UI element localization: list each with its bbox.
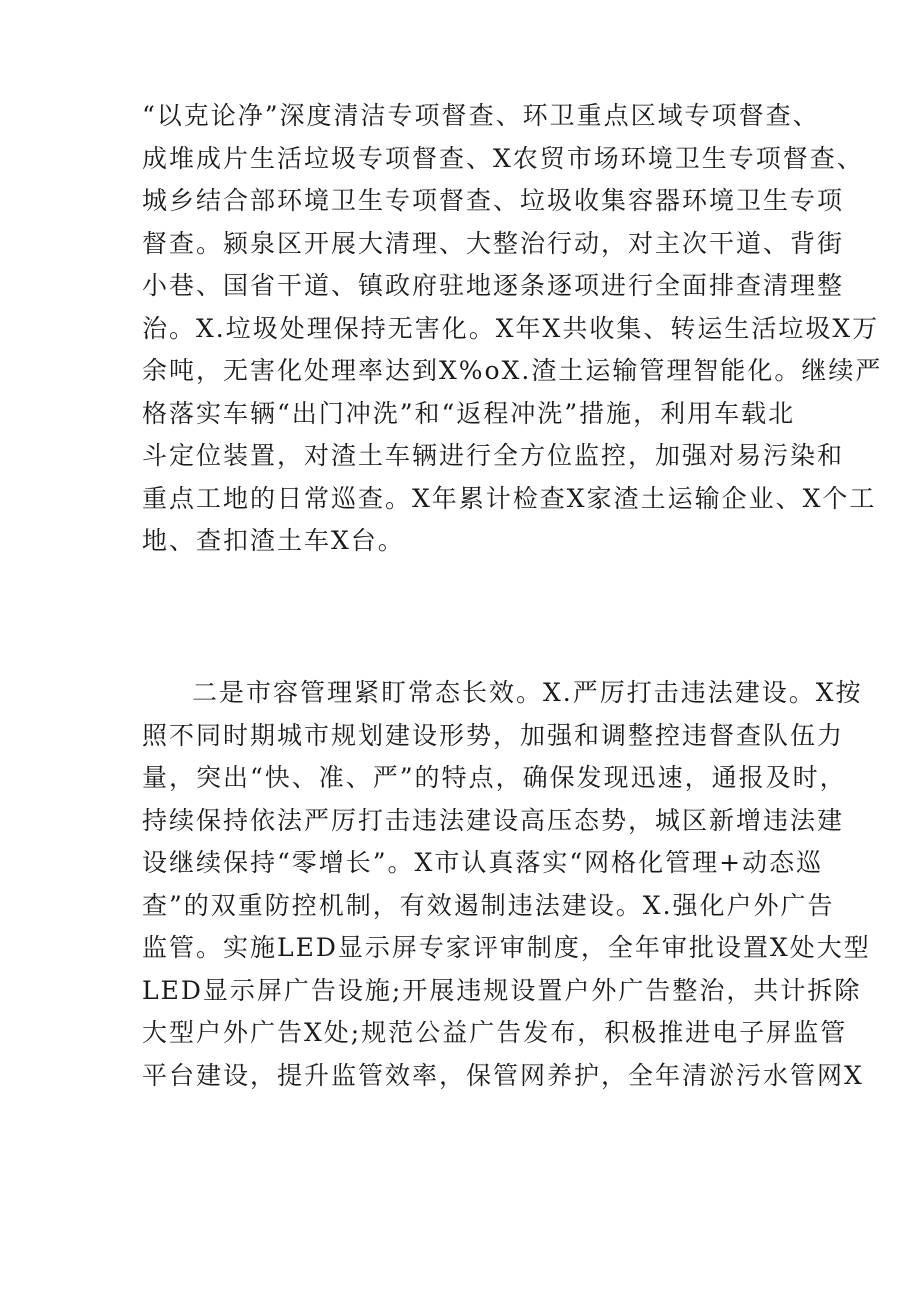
text-line: 量，突出“快、准、严”的特点，确保发现迅速，通报及时， <box>142 763 847 792</box>
paragraph-1 <box>142 95 883 563</box>
text-line: 大型户外广告X处;规范公益广告发布，积极推进电子屏监管 <box>142 1018 848 1047</box>
paragraph-2 <box>142 672 871 1097</box>
text-line: 重点工地的日常巡查。X年累计检查X家渣土运输企业、X个工 <box>142 483 877 513</box>
text-line: 治。X.垃圾处理保持无害化。X年X共收集、转运生活垃圾X万 <box>142 313 880 343</box>
text-line: 成堆成片生活垃圾专项督查、X农贸市场环境卫生专项督查、 <box>142 143 864 173</box>
text-line: “以克论净”深度清洁专项督查、环卫重点区域专项督查、 <box>142 101 820 130</box>
text-line: 二是市容管理紧盯常态长效。X.严厉打击违法建设。X按 <box>192 678 863 707</box>
text-line: 城乡结合部环境卫生专项督查、垃圾收集容器环境卫生专项 <box>142 186 845 215</box>
text-line: 设继续保持“零增长”。X市认真落实“网格化管理+动态巡 <box>142 848 824 877</box>
text-line: 平台建设，提升监管效率，保管网养护，全年清淤污水管网X <box>142 1060 864 1090</box>
text-line: 查”的双重防控机制，有效遏制违法建设。X.强化户外广告 <box>142 890 835 920</box>
text-line: 余吨，无害化处理率达到X%oX.渣土运输管理智能化。继续严 <box>142 356 883 385</box>
text-line: 斗定位装置，对渣土车辆进行全方位监控，加强对易污染和 <box>142 441 845 470</box>
text-line: 小巷、国省干道、镇政府驻地逐条逐项进行全面排查清理整 <box>142 271 845 300</box>
text-line: 格落实车辆“出门冲洗”和“返程冲洗”措施，利用车载北 <box>142 398 796 428</box>
text-line: LED显示屏广告设施;开展违规设置户外广告整治，共计拆除 <box>142 975 862 1005</box>
text-line: 地、查扣渣土车X台。 <box>142 526 405 555</box>
text-line: 持续保持依法严厉打击违法建设高压态势，城区新增违法建 <box>142 805 845 835</box>
text-line: 监管。实施LED显示屏专家评审制度，全年审批设置X处大型 <box>142 933 871 962</box>
text-line: 照不同时期城市规划建设形势，加强和调整控违督查队伍力 <box>142 720 845 750</box>
text-line: 督查。颍泉区开展大清理、大整治行动，对主次干道、背街 <box>142 228 845 258</box>
